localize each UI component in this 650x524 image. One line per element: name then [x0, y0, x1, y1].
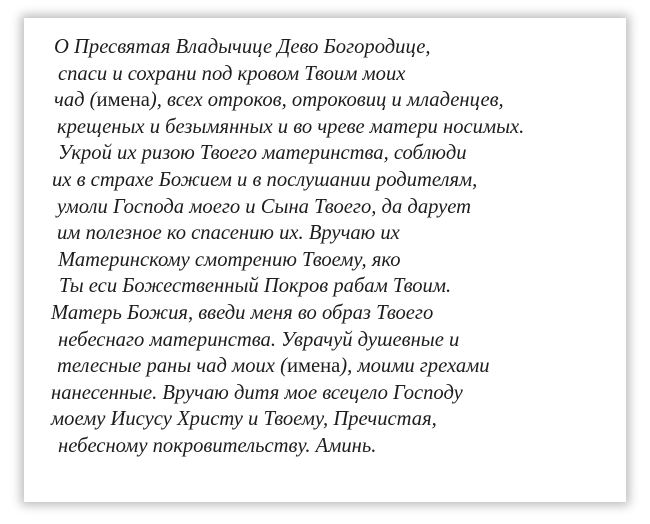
prayer-text-segment: небеснаго материнства. Уврачуй душевные и	[58, 328, 460, 351]
prayer-text-segment: Матерь Божия, введи меня во образ Твоего	[51, 301, 434, 324]
names-placeholder: имена	[96, 89, 150, 112]
prayer-text-segment: спаси и сохрани под кровом Твоим моих	[58, 62, 406, 85]
prayer-line-1	[24, 34, 524, 61]
prayer-line-8	[24, 220, 524, 247]
prayer-text-segment: чад (	[54, 89, 97, 112]
prayer-line-6	[24, 167, 524, 194]
prayer-line-5	[24, 140, 524, 167]
prayer-text-segment: телесные раны чад моих (	[57, 355, 287, 378]
prayer-text-segment: крещеных и безымянных и во чреве матери носимых.	[57, 115, 525, 138]
prayer-line-12	[24, 327, 524, 354]
prayer-line-15	[24, 406, 524, 433]
prayer-text-segment: нанесенные. Вручаю дитя мое всецело Господу	[51, 381, 463, 404]
prayer-line-10	[24, 273, 524, 300]
names-placeholder: имена	[286, 355, 341, 378]
prayer-text	[24, 34, 524, 460]
prayer-line-3	[24, 87, 524, 114]
prayer-line-2	[24, 61, 524, 88]
prayer-line-7	[24, 194, 524, 221]
prayer-text-segment: моему Иисусу Христу и Твоему, Пречистая,	[51, 408, 437, 431]
prayer-line-16	[24, 433, 524, 460]
prayer-line-14	[24, 380, 524, 407]
prayer-line-4	[24, 114, 524, 141]
prayer-text-segment: ), всех отроков, отроковиц и младенцев,	[149, 89, 504, 112]
prayer-text-segment: небесному покровительству. Аминь.	[58, 434, 377, 457]
prayer-line-13	[24, 353, 524, 380]
prayer-line-11	[24, 300, 524, 327]
prayer-line-9	[24, 247, 524, 274]
prayer-text-segment: Укрой их ризою Твоего материнства, соблюди	[58, 142, 467, 165]
prayer-text-segment: Ты еси Божественный Покров рабам Твоим.	[59, 275, 452, 298]
prayer-card	[24, 18, 626, 502]
prayer-text-segment: их в страхе Божием и в послушании родителям,	[52, 168, 478, 191]
prayer-text-segment: Материнскому смотрению Твоему, яко	[58, 248, 401, 271]
prayer-text-segment: О Пресвятая Владычице Дево Богородице,	[54, 36, 431, 58]
prayer-text-segment: умоли Господа моего и Сына Твоего, да дарует	[57, 195, 472, 218]
prayer-text-segment: ), моими грехами	[340, 355, 490, 378]
prayer-text-segment: им полезное ко спасению их. Вручаю их	[57, 222, 400, 245]
